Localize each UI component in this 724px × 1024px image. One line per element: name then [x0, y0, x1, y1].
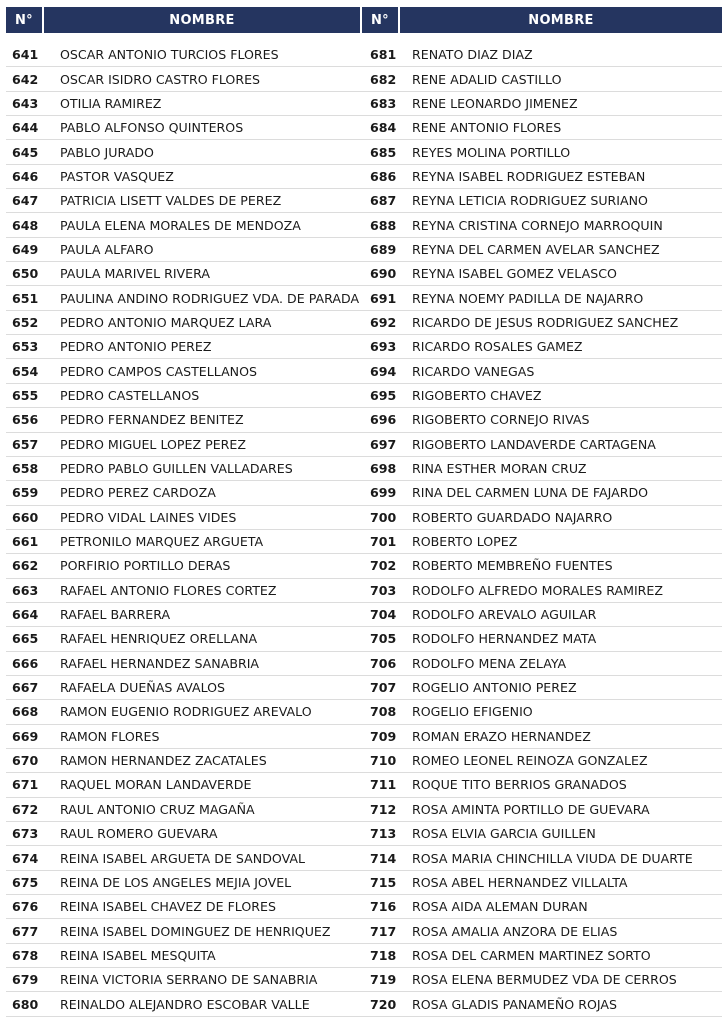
- table-row: [6, 749, 362, 773]
- table-row: [6, 554, 362, 578]
- row-number: 718: [370, 947, 397, 963]
- row-name: RICARDO DE JESUS RODRIGUEZ SANCHEZ: [412, 314, 679, 330]
- table-row: [6, 433, 362, 457]
- row-name: RENE ANTONIO FLORES: [412, 120, 562, 136]
- row-number: 677: [12, 923, 39, 939]
- table-row: [6, 652, 362, 676]
- table-row: [6, 676, 362, 700]
- row-name: RICARDO ROSALES GAMEZ: [412, 339, 583, 355]
- row-number: 704: [370, 607, 397, 623]
- row-number: 702: [370, 558, 397, 574]
- table-row: [362, 506, 722, 530]
- table-row: [6, 213, 362, 237]
- table-row: [362, 189, 722, 213]
- table-row: [6, 944, 362, 968]
- table-row: [362, 871, 722, 895]
- table-row: [362, 846, 722, 870]
- row-name: RAFAEL BARRERA: [60, 607, 171, 623]
- table-row: [6, 43, 362, 67]
- row-number: 662: [12, 558, 39, 574]
- table-row: [362, 968, 722, 992]
- row-name: REINALDO ALEJANDRO ESCOBAR VALLE: [60, 996, 310, 1012]
- row-name: RENE LEONARDO JIMENEZ: [412, 95, 578, 111]
- table-row: [6, 871, 362, 895]
- row-number: 707: [370, 680, 397, 696]
- table-row: [362, 457, 722, 481]
- row-name: PEDRO CAMPOS CASTELLANOS: [60, 363, 258, 379]
- row-number: 651: [12, 290, 39, 306]
- row-number: 694: [370, 363, 397, 379]
- row-name: REINA VICTORIA SERRANO DE SANABRIA: [60, 972, 318, 988]
- left-column: [6, 43, 362, 1017]
- row-name: ROSA AMALIA ANZORA DE ELIAS: [412, 923, 618, 939]
- row-number: 709: [370, 728, 397, 744]
- row-number: 706: [370, 655, 397, 671]
- row-number: 657: [12, 436, 39, 452]
- row-number: 645: [12, 144, 39, 160]
- table-row: [362, 286, 722, 310]
- row-number: 681: [370, 47, 397, 63]
- table-row: [6, 530, 362, 554]
- row-number: 700: [370, 509, 397, 525]
- row-name: RAFAEL ANTONIO FLORES CORTEZ: [60, 582, 277, 598]
- row-number: 679: [12, 972, 39, 988]
- table-row: [6, 627, 362, 651]
- row-number: 664: [12, 607, 39, 623]
- table-row: [6, 238, 362, 262]
- row-number: 703: [370, 582, 397, 598]
- row-name: ROMAN ERAZO HERNANDEZ: [412, 728, 591, 744]
- row-name: RIGOBERTO LANDAVERDE CARTAGENA: [412, 436, 656, 452]
- table-row: [6, 919, 362, 943]
- row-name: ROGELIO EFIGENIO: [412, 704, 533, 720]
- row-name: REYES MOLINA PORTILLO: [412, 144, 571, 160]
- row-name: ROSA MARIA CHINCHILLA VIUDA DE DUARTE: [412, 850, 693, 866]
- row-number: 641: [12, 47, 39, 63]
- table-row: [362, 700, 722, 724]
- table-row: [6, 700, 362, 724]
- row-name: OSCAR ISIDRO CASTRO FLORES: [60, 71, 261, 87]
- row-number: 688: [370, 217, 397, 233]
- row-name: REYNA LETICIA RODRIGUEZ SURIANO: [412, 193, 648, 209]
- table-row: [362, 676, 722, 700]
- row-name: RODOLFO ALFREDO MORALES RAMIREZ: [412, 582, 664, 598]
- row-number: 656: [12, 412, 39, 428]
- row-name: RAUL ROMERO GUEVARA: [60, 826, 218, 842]
- table-row: [6, 140, 362, 164]
- table-row: [6, 408, 362, 432]
- row-number: 644: [12, 120, 39, 136]
- table-row: [362, 579, 722, 603]
- row-name: ROSA AIDA ALEMAN DURAN: [412, 899, 588, 915]
- row-name: ROSA AMINTA PORTILLO DE GUEVARA: [412, 801, 650, 817]
- table-row: [6, 895, 362, 919]
- row-number: 649: [12, 241, 39, 257]
- row-name: RENE ADALID CASTILLO: [412, 71, 562, 87]
- row-name: PAULA ELENA MORALES DE MENDOZA: [60, 217, 301, 233]
- row-number: 683: [370, 95, 397, 111]
- table-row: [362, 749, 722, 773]
- table-row: [362, 725, 722, 749]
- table-row: [362, 433, 722, 457]
- row-number: 652: [12, 314, 39, 330]
- row-name: ROBERTO LOPEZ: [412, 534, 518, 550]
- row-number: 660: [12, 509, 39, 525]
- table-row: [6, 286, 362, 310]
- table-row: [6, 189, 362, 213]
- row-name: ROSA ELVIA GARCIA GUILLEN: [412, 826, 596, 842]
- table-row: [362, 92, 722, 116]
- table-row: [6, 968, 362, 992]
- row-number: 680: [12, 996, 39, 1012]
- row-name: PASTOR VASQUEZ: [60, 168, 174, 184]
- row-number: 673: [12, 826, 39, 842]
- table-header: [6, 7, 722, 33]
- row-number: 715: [370, 874, 397, 890]
- row-number: 666: [12, 655, 39, 671]
- row-number: 670: [12, 753, 39, 769]
- table-row: [362, 992, 722, 1016]
- row-number: 671: [12, 777, 39, 793]
- table-row: [362, 408, 722, 432]
- row-name: PEDRO FERNANDEZ BENITEZ: [60, 412, 244, 428]
- row-name: ROSA ELENA BERMUDEZ VDA DE CERROS: [412, 972, 677, 988]
- table-row: [362, 627, 722, 651]
- row-name: PAULA ALFARO: [60, 241, 154, 257]
- table-row: [6, 335, 362, 359]
- table-row: [6, 311, 362, 335]
- row-name: ROQUE TITO BERRIOS GRANADOS: [412, 777, 627, 793]
- table-row: [6, 384, 362, 408]
- row-number: 642: [12, 71, 39, 87]
- row-number: 661: [12, 534, 39, 550]
- right-column: [362, 43, 722, 1017]
- row-name: REINA ISABEL ARGUETA DE SANDOVAL: [60, 850, 306, 866]
- row-number: 675: [12, 874, 39, 890]
- table-row: [6, 457, 362, 481]
- table-row: [362, 238, 722, 262]
- row-number: 701: [370, 534, 397, 550]
- table-row: [362, 359, 722, 383]
- row-name: PETRONILO MARQUEZ ARGUETA: [60, 534, 264, 550]
- table-row: [362, 652, 722, 676]
- table-row: [6, 116, 362, 140]
- row-number: 711: [370, 777, 397, 793]
- table-row: [6, 506, 362, 530]
- table-row: [362, 603, 722, 627]
- row-number: 692: [370, 314, 397, 330]
- row-number: 690: [370, 266, 397, 282]
- row-number: 667: [12, 680, 39, 696]
- row-name: PEDRO PEREZ CARDOZA: [60, 485, 216, 501]
- table-row: [362, 530, 722, 554]
- table-row: [6, 603, 362, 627]
- row-name: PEDRO MIGUEL LOPEZ PEREZ: [60, 436, 246, 452]
- row-name: PEDRO ANTONIO PEREZ: [60, 339, 212, 355]
- row-name: ROSA ABEL HERNANDEZ VILLALTA: [412, 874, 628, 890]
- row-number: 676: [12, 899, 39, 915]
- row-name: ROGELIO ANTONIO PEREZ: [412, 680, 577, 696]
- row-number: 663: [12, 582, 39, 598]
- row-name: RAFAEL HENRIQUEZ ORELLANA: [60, 631, 258, 647]
- table-row: [6, 165, 362, 189]
- row-number: 654: [12, 363, 39, 379]
- row-name: RODOLFO HERNANDEZ MATA: [412, 631, 597, 647]
- row-name: REINA ISABEL DOMINGUEZ DE HENRIQUEZ: [60, 923, 331, 939]
- row-name: PORFIRIO PORTILLO DERAS: [60, 558, 231, 574]
- table-row: [6, 846, 362, 870]
- table-row: [6, 67, 362, 91]
- row-name: RODOLFO MENA ZELAYA: [412, 655, 567, 671]
- row-number: 669: [12, 728, 39, 744]
- row-number: 693: [370, 339, 397, 355]
- row-number: 717: [370, 923, 397, 939]
- row-name: ROMEO LEONEL REINOZA GONZALEZ: [412, 753, 648, 769]
- row-name: PAULINA ANDINO RODRIGUEZ VDA. DE PARADA: [60, 290, 360, 306]
- row-name: RENATO DIAZ DIAZ: [412, 47, 533, 63]
- row-number: 697: [370, 436, 397, 452]
- row-number: 720: [370, 996, 397, 1012]
- row-number: 672: [12, 801, 39, 817]
- row-name: PEDRO ANTONIO MARQUEZ LARA: [60, 314, 272, 330]
- row-name: REYNA ISABEL RODRIGUEZ ESTEBAN: [412, 168, 646, 184]
- row-name: REINA DE LOS ANGELES MEJIA JOVEL: [60, 874, 292, 890]
- row-name: ROSA GLADIS PANAMEÑO ROJAS: [412, 996, 617, 1012]
- header-name-right: NOMBRE: [400, 7, 722, 33]
- row-name: RIGOBERTO CORNEJO RIVAS: [412, 412, 590, 428]
- row-name: ROBERTO MEMBREÑO FUENTES: [412, 558, 613, 574]
- row-name: REINA ISABEL MESQUITA: [60, 947, 216, 963]
- row-name: RAMON EUGENIO RODRIGUEZ AREVALO: [60, 704, 312, 720]
- row-number: 659: [12, 485, 39, 501]
- row-name: REINA ISABEL CHAVEZ DE FLORES: [60, 899, 276, 915]
- row-name: PEDRO VIDAL LAINES VIDES: [60, 509, 237, 525]
- row-name: PEDRO CASTELLANOS: [60, 387, 200, 403]
- table-row: [362, 67, 722, 91]
- row-number: 684: [370, 120, 397, 136]
- table-row: [6, 992, 362, 1016]
- row-number: 668: [12, 704, 39, 720]
- row-number: 689: [370, 241, 397, 257]
- row-number: 686: [370, 168, 397, 184]
- row-number: 708: [370, 704, 397, 720]
- row-number: 674: [12, 850, 39, 866]
- row-number: 714: [370, 850, 397, 866]
- row-number: 713: [370, 826, 397, 842]
- row-number: 648: [12, 217, 39, 233]
- row-name: OTILIA RAMIREZ: [60, 95, 162, 111]
- row-name: RAFAELA DUEÑAS AVALOS: [60, 680, 226, 696]
- table-row: [362, 43, 722, 67]
- table-row: [362, 140, 722, 164]
- row-number: 678: [12, 947, 39, 963]
- header-number-left: N°: [6, 7, 42, 33]
- row-name: RICARDO VANEGAS: [412, 363, 535, 379]
- row-number: 655: [12, 387, 39, 403]
- row-number: 705: [370, 631, 397, 647]
- row-name: RAMON FLORES: [60, 728, 160, 744]
- row-number: 682: [370, 71, 397, 87]
- row-number: 691: [370, 290, 397, 306]
- row-number: 716: [370, 899, 397, 915]
- table-row: [362, 554, 722, 578]
- table-row: [6, 725, 362, 749]
- row-name: REYNA ISABEL GOMEZ VELASCO: [412, 266, 617, 282]
- table-row: [6, 359, 362, 383]
- header-number-right: N°: [362, 7, 398, 33]
- row-name: RAMON HERNANDEZ ZACATALES: [60, 753, 267, 769]
- table-row: [362, 798, 722, 822]
- table-row: [362, 311, 722, 335]
- table-row: [6, 92, 362, 116]
- row-name: RIGOBERTO CHAVEZ: [412, 387, 542, 403]
- table-row: [362, 384, 722, 408]
- row-number: 696: [370, 412, 397, 428]
- row-number: 695: [370, 387, 397, 403]
- row-number: 650: [12, 266, 39, 282]
- table-row: [362, 213, 722, 237]
- row-name: PATRICIA LISETT VALDES DE PEREZ: [60, 193, 282, 209]
- table-row: [362, 822, 722, 846]
- table-row: [362, 944, 722, 968]
- table-row: [362, 116, 722, 140]
- name-list-page: [6, 7, 722, 1017]
- row-name: RINA DEL CARMEN LUNA DE FAJARDO: [412, 485, 649, 501]
- header-name-left: NOMBRE: [44, 7, 360, 33]
- table-row: [362, 773, 722, 797]
- row-name: PABLO JURADO: [60, 144, 154, 160]
- table-row: [362, 919, 722, 943]
- row-name: RINA ESTHER MORAN CRUZ: [412, 461, 587, 477]
- table-row: [6, 773, 362, 797]
- table-row: [6, 822, 362, 846]
- row-number: 658: [12, 461, 39, 477]
- table-row: [6, 262, 362, 286]
- row-name: RAFAEL HERNANDEZ SANABRIA: [60, 655, 260, 671]
- table-row: [362, 165, 722, 189]
- row-name: RAQUEL MORAN LANDAVERDE: [60, 777, 252, 793]
- row-number: 710: [370, 753, 397, 769]
- row-number: 643: [12, 95, 39, 111]
- row-number: 699: [370, 485, 397, 501]
- row-name: REYNA DEL CARMEN AVELAR SANCHEZ: [412, 241, 660, 257]
- row-name: ROBERTO GUARDADO NAJARRO: [412, 509, 613, 525]
- row-name: REYNA NOEMY PADILLA DE NAJARRO: [412, 290, 644, 306]
- row-number: 665: [12, 631, 39, 647]
- row-number: 687: [370, 193, 397, 209]
- table-row: [362, 481, 722, 505]
- table-row: [6, 798, 362, 822]
- row-name: PEDRO PABLO GUILLEN VALLADARES: [60, 461, 293, 477]
- row-number: 646: [12, 168, 39, 184]
- row-name: ROSA DEL CARMEN MARTINEZ SORTO: [412, 947, 651, 963]
- table-row: [6, 579, 362, 603]
- table-row: [362, 895, 722, 919]
- row-number: 719: [370, 972, 397, 988]
- row-name: RAUL ANTONIO CRUZ MAGAÑA: [60, 801, 255, 817]
- row-name: PAULA MARIVEL RIVERA: [60, 266, 210, 282]
- row-number: 653: [12, 339, 39, 355]
- row-number: 647: [12, 193, 39, 209]
- row-name: PABLO ALFONSO QUINTEROS: [60, 120, 244, 136]
- row-number: 685: [370, 144, 397, 160]
- row-name: RODOLFO AREVALO AGUILAR: [412, 607, 597, 623]
- row-name: REYNA CRISTINA CORNEJO MARROQUIN: [412, 217, 663, 233]
- table-row: [6, 481, 362, 505]
- table-row: [362, 335, 722, 359]
- row-number: 698: [370, 461, 397, 477]
- table-body: [6, 43, 722, 1017]
- row-name: OSCAR ANTONIO TURCIOS FLORES: [60, 47, 279, 63]
- row-number: 712: [370, 801, 397, 817]
- table-row: [362, 262, 722, 286]
